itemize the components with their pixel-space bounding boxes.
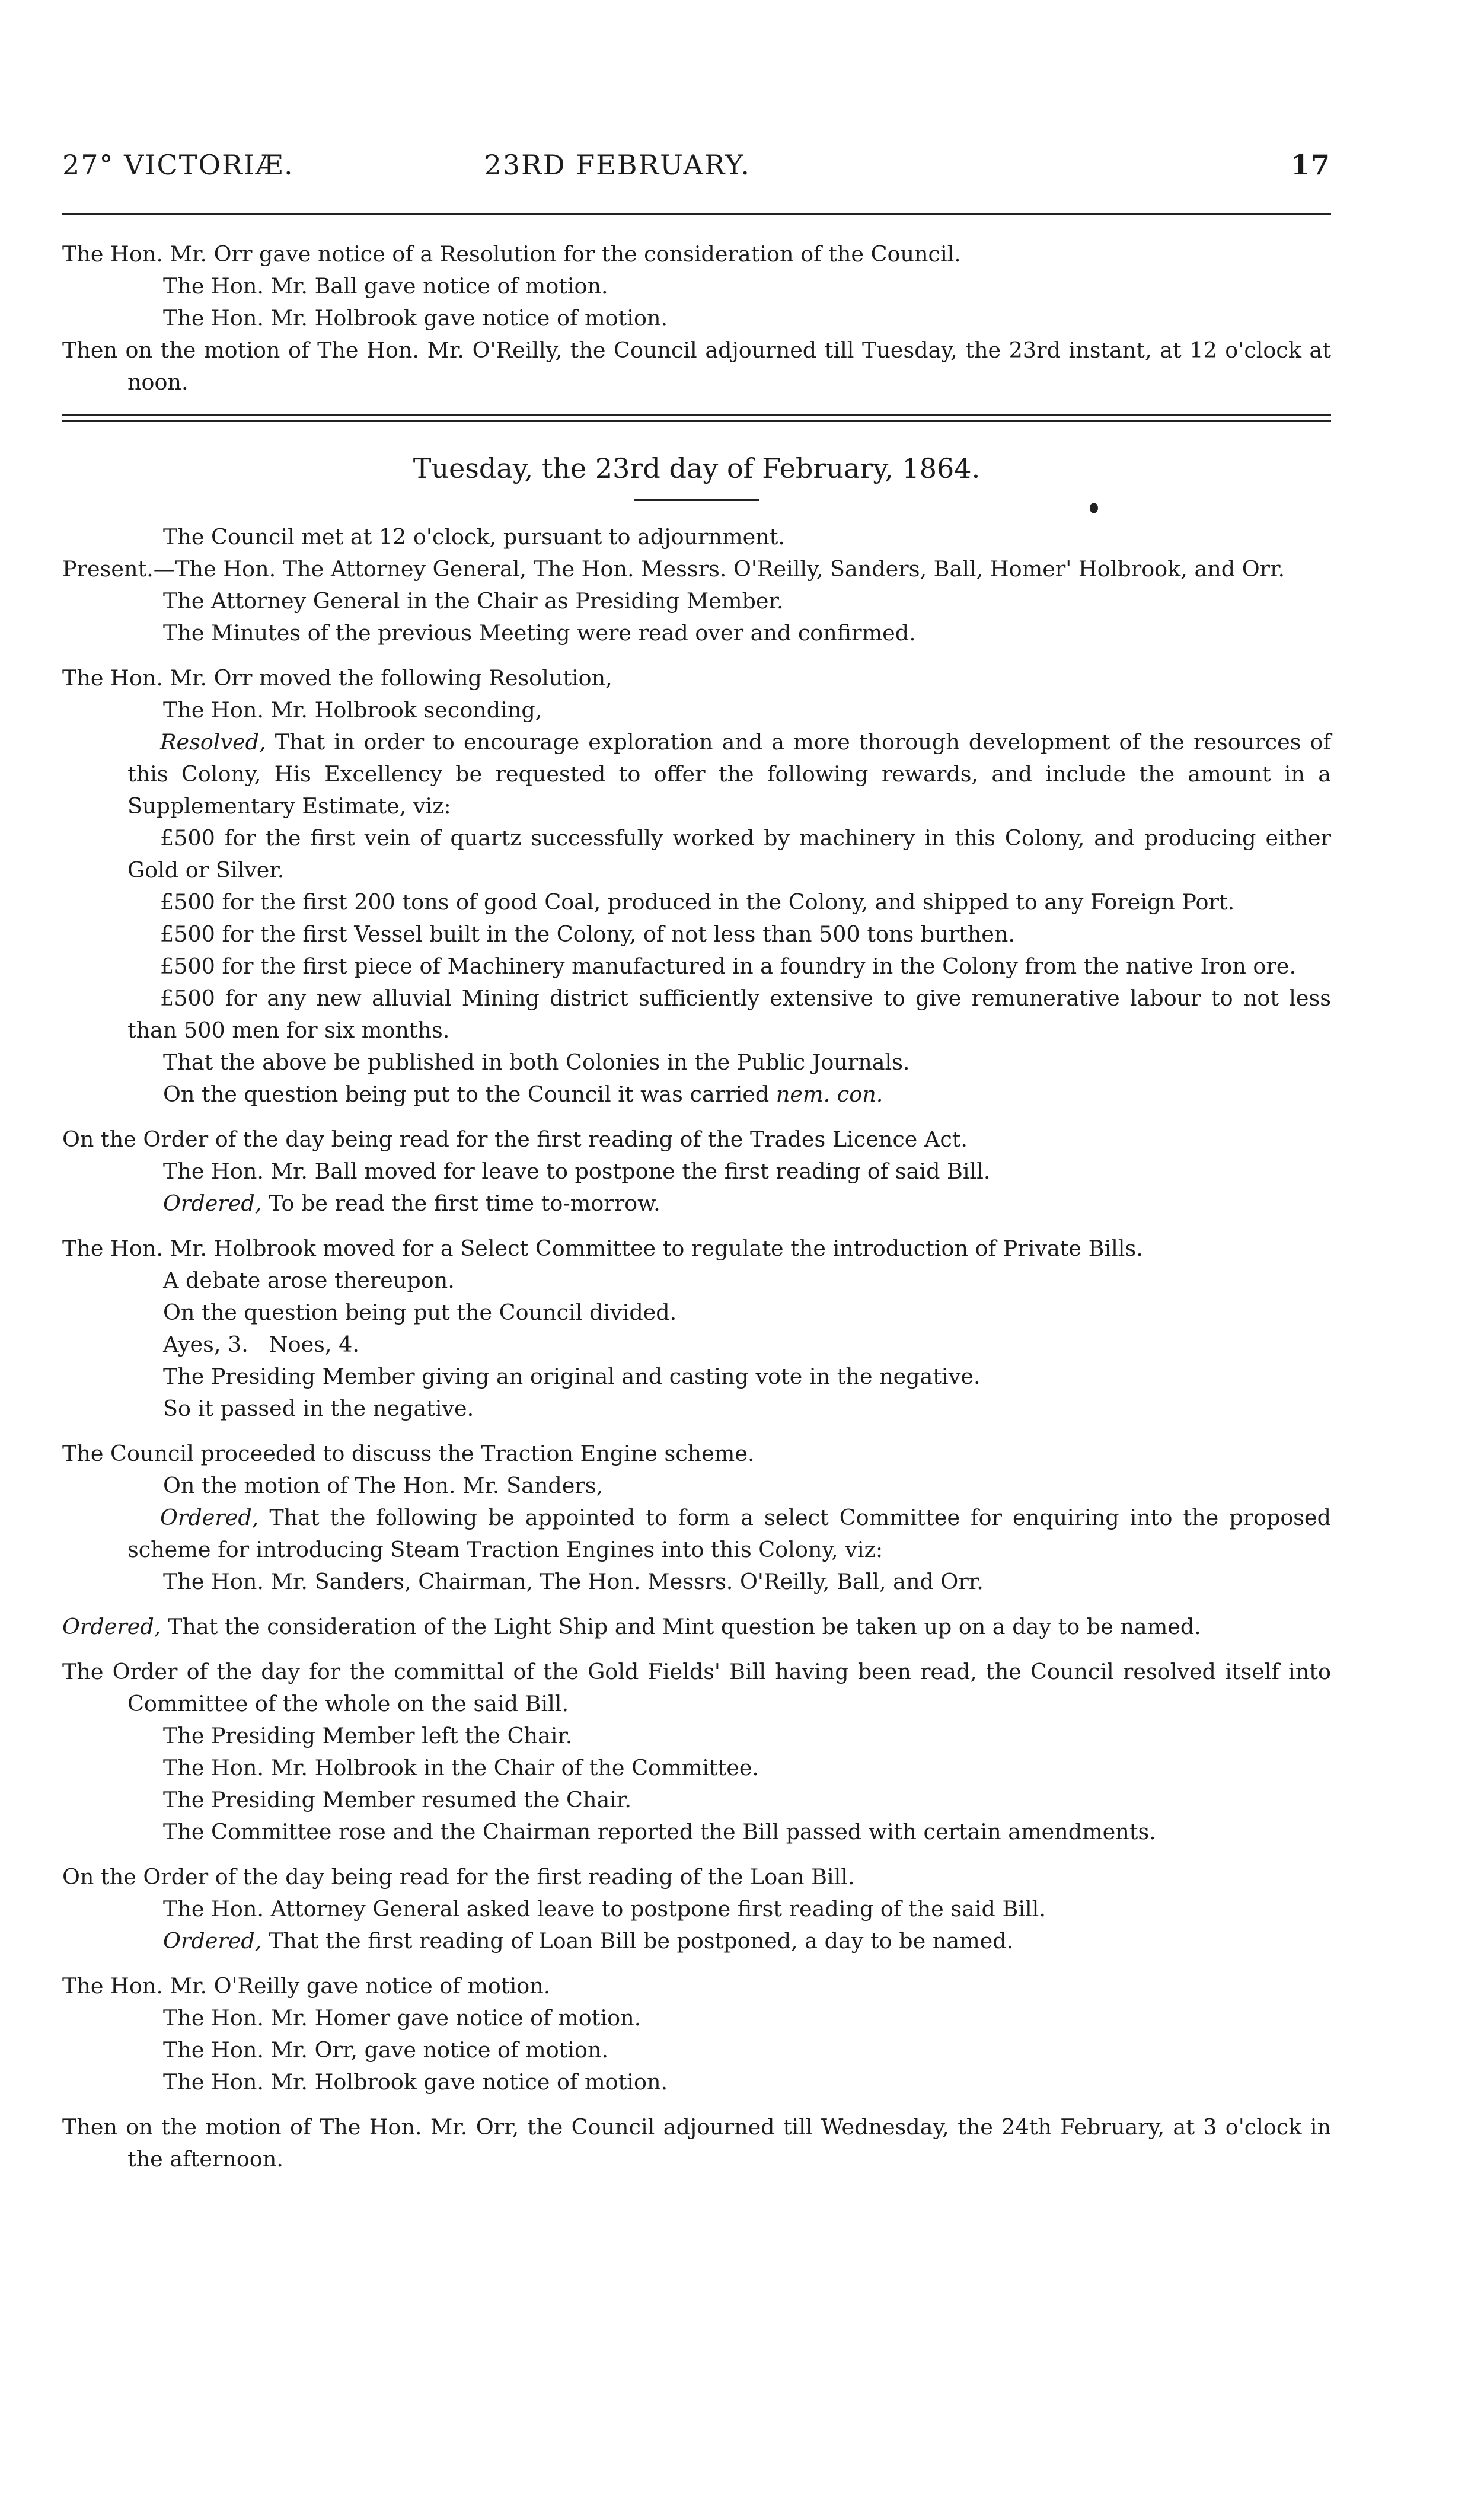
gold-fields-section xyxy=(62,1656,1331,1848)
opening-entries xyxy=(62,238,1331,398)
trades-order: On the Order of the day being read for the first reading of the Trades Licence Act. xyxy=(62,1126,968,1152)
header-session: 27° VICTORIÆ. xyxy=(62,149,294,181)
loan-asked: The Hon. Attorney General asked leave to postpone first reading of the said Bill. xyxy=(163,1896,1046,1922)
resolved-label: Resolved, xyxy=(160,729,266,755)
trades-ball: The Hon. Mr. Ball moved for leave to postpone the first reading of said Bill. xyxy=(163,1159,991,1184)
notice-homer: The Hon. Mr. Homer gave notice of motion. xyxy=(163,2005,642,2031)
resolution-seconding: The Hon. Mr. Holbrook seconding, xyxy=(163,697,542,723)
reward-4: £500 for the first piece of Machinery manufactured in a foundry in the Colony from the native Iron ore. xyxy=(160,953,1297,979)
reward-5: £500 for any new alluvial Mining district sufficiently extensive to give remunerative labour to not less than 500 men for six months. xyxy=(127,985,1331,1043)
traction-discuss: The Council proceeded to discuss the Traction Engine scheme. xyxy=(62,1441,755,1466)
private-bills-debate: A debate arose thereupon. xyxy=(163,1268,455,1293)
trades-licence-section xyxy=(62,1124,1331,1220)
gold-fields-resumed: The Presiding Member resumed the Chair. xyxy=(163,1787,631,1812)
private-bills-passed: So it passed in the negative. xyxy=(163,1396,474,1421)
notice-oreilly: The Hon. Mr. O'Reilly gave notice of motion. xyxy=(62,1973,551,1999)
loan-ordered xyxy=(62,1925,1331,1957)
opening-line-1: The Hon. Mr. Orr gave notice of a Resolution for the consideration of the Council. xyxy=(62,241,961,267)
gold-fields-holbrook: The Hon. Mr. Holbrook in the Chair of the Committee. xyxy=(163,1755,759,1780)
gold-fields-order: The Order of the day for the committal of the Gold Fields' Bill having been read, the Council resolved itself into Committee of the whole on the said Bill. xyxy=(62,1659,1331,1716)
closing-section xyxy=(62,2111,1331,2175)
carried-prefix: On the question being put to the Council it was carried xyxy=(163,1081,776,1107)
traction-ordered xyxy=(62,1502,1331,1566)
opening-line-4 xyxy=(62,334,1331,398)
light-ship-ordered-label: Ordered, xyxy=(62,1614,161,1639)
loan-ordered-label: Ordered, xyxy=(163,1928,262,1954)
present-list xyxy=(62,553,1331,585)
traction-section xyxy=(62,1438,1331,1598)
reward-2: £500 for the first 200 tons of good Coal, produced in the Colony, and shipped to any Foreign Port. xyxy=(160,889,1235,915)
reward-3: £500 for the first Vessel built in the Colony, of not less than 500 tons burthen. xyxy=(160,921,1016,947)
notice-orr: The Hon. Mr. Orr, gave notice of motion. xyxy=(163,2037,609,2063)
closing-adjournment: Then on the motion of The Hon. Mr. Orr, the Council adjourned till Wednesday, the 24th February, at 3 o'clock in the afternoon. xyxy=(62,2114,1331,2172)
private-bills-moved: The Hon. Mr. Holbrook moved for a Select Committee to regulate the introduction of Private Bills. xyxy=(62,1236,1143,1261)
council-met: The Council met at 12 o'clock, pursuant to adjournment. xyxy=(163,524,786,550)
private-bills-section xyxy=(62,1233,1331,1425)
gold-fields-reported: The Committee rose and the Chairman reported the Bill passed with certain amendments. xyxy=(163,1819,1156,1844)
opening-line-2: The Hon. Mr. Ball gave notice of motion. xyxy=(163,273,608,299)
resolved-body: That in order to encourage exploration and a more thorough development of the resources of this Colony, His Excellency be requested to offer the following rewards, and include the amount in a Supplementary Estimate, viz: xyxy=(127,729,1331,819)
ink-speck xyxy=(1090,503,1098,513)
page-number: 17 xyxy=(1290,149,1331,181)
private-bills-casting: The Presiding Member giving an original and casting vote in the negative. xyxy=(163,1364,981,1389)
trades-ordered-text: To be read the first time to-morrow. xyxy=(261,1191,660,1216)
private-bills-votes: Ayes, 3. Noes, 4. xyxy=(163,1332,359,1357)
notice-holbrook: The Hon. Mr. Holbrook gave notice of motion. xyxy=(163,2069,668,2095)
loan-order: On the Order of the day being read for the first reading of the Loan Bill. xyxy=(62,1864,855,1890)
header-date: 23RD FEBRUARY. xyxy=(484,149,751,181)
traction-ordered-label: Ordered, xyxy=(160,1505,259,1530)
trades-ordered-label: Ordered, xyxy=(163,1191,262,1216)
notices-section xyxy=(62,1970,1331,2098)
meeting-opening xyxy=(62,521,1331,649)
opening-line-3: The Hon. Mr. Holbrook gave notice of motion. xyxy=(163,305,668,331)
loan-ordered-text: That the first reading of Loan Bill be postponed, a day to be named. xyxy=(261,1928,1014,1954)
gold-fields-left: The Presiding Member left the Chair. xyxy=(163,1723,573,1748)
minutes-note: The Minutes of the previous Meeting were read over and confirmed. xyxy=(163,620,916,646)
private-bills-divided: On the question being put the Council divided. xyxy=(163,1300,677,1325)
traction-committee: The Hon. Mr. Sanders, Chairman, The Hon. Messrs. O'Reilly, Ball, and Orr. xyxy=(163,1569,984,1594)
resolution-moved: The Hon. Mr. Orr moved the following Resolution, xyxy=(62,665,612,691)
reward-1: £500 for the first vein of quartz successfully worked by machinery in this Colony, and producing either Gold or Silver. xyxy=(127,825,1331,883)
opening-adjourn: Then on the motion of The Hon. Mr. O'Reilly, the Council adjourned till Tuesday, the 23rd instant, xyxy=(62,337,1152,363)
traction-ordered-text: That the following be appointed to form a select Committee for enquiring into the proposed scheme for introducing Steam Traction Engines into this Colony, viz: xyxy=(127,1505,1331,1562)
date-underline xyxy=(634,499,759,501)
light-ship-ordered-text: That the consideration of the Light Ship and Mint question be taken up on a day to be named. xyxy=(161,1614,1201,1639)
resolution-text xyxy=(62,726,1331,822)
resolution-section xyxy=(62,662,1331,1110)
present-line-2: Holbrook, and Orr. xyxy=(1078,556,1285,582)
traction-motion: On the motion of The Hon. Mr. Sanders, xyxy=(163,1473,604,1498)
publish-note: That the above be published in both Colonies in the Public Journals. xyxy=(163,1049,910,1075)
meeting-date-heading: Tuesday, the 23rd day of February, 1864. xyxy=(413,452,981,484)
section-double-rule xyxy=(62,414,1331,422)
trades-ordered xyxy=(62,1188,1331,1220)
chair-note: The Attorney General in the Chair as Presiding Member. xyxy=(163,588,784,614)
present-line-1: Present.—The Hon. The Attorney General, The Hon. Messrs. O'Reilly, Sanders, Ball, Homer' xyxy=(62,556,1072,582)
light-ship-ordered xyxy=(62,1611,1331,1643)
light-ship-section xyxy=(62,1611,1331,1643)
header-rule xyxy=(62,213,1331,215)
running-header xyxy=(62,149,1331,181)
opening-adjourn-cont: at 12 o'clock at noon. xyxy=(127,337,1331,395)
carried-note xyxy=(62,1078,1331,1110)
loan-bill-section xyxy=(62,1861,1331,1957)
carried-em: nem. con. xyxy=(775,1081,883,1107)
